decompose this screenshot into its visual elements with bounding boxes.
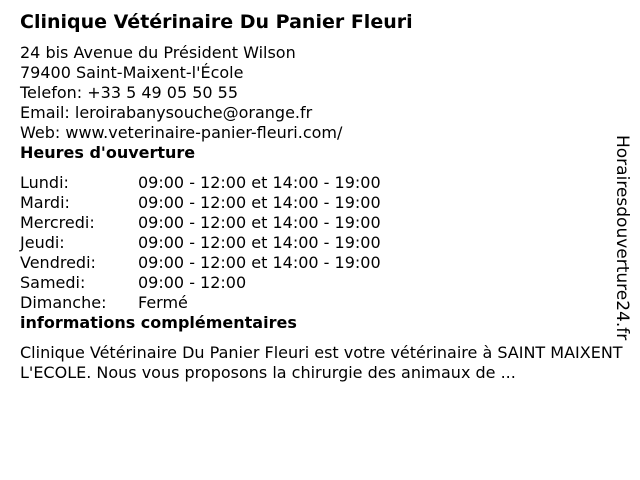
hours-row-dimanche (20, 293, 620, 313)
day-label: Vendredi: (20, 253, 96, 272)
site-watermark: Horairesdouverture24.fr (612, 135, 632, 341)
hours-row-jeudi (20, 233, 620, 253)
info-description: Clinique Vétérinaire Du Panier Fleuri est votre vétérinaire à SAINT MAIXENT L'ECOLE. Nous vous proposons la chirurgie des animaux de ... (20, 343, 623, 382)
hours-row-mercredi (20, 213, 620, 233)
info-heading: informations complémentaires (20, 313, 297, 332)
email-line: Email: leroirabanysouche@orange.fr (20, 103, 313, 122)
business-name: Clinique Vétérinaire Du Panier Fleuri (20, 11, 413, 33)
day-hours: 09:00 - 12:00 et 14:00 - 19:00 (138, 233, 381, 252)
hours-heading: Heures d'ouverture (20, 143, 196, 162)
day-label: Jeudi: (20, 233, 65, 252)
address-line2: 79400 Saint-Maixent-l'École (20, 63, 244, 82)
day-hours: Fermé (138, 293, 188, 312)
hours-row-vendredi (20, 253, 620, 273)
day-label: Lundi: (20, 173, 69, 192)
hours-row-lundi (20, 173, 620, 193)
phone-line: Telefon: +33 5 49 05 50 55 (20, 83, 239, 102)
day-hours: 09:00 - 12:00 et 14:00 - 19:00 (138, 253, 381, 272)
day-label: Samedi: (20, 273, 86, 292)
hours-table (20, 173, 620, 313)
day-label: Mardi: (20, 193, 70, 212)
day-hours: 09:00 - 12:00 et 14:00 - 19:00 (138, 193, 381, 212)
day-hours: 09:00 - 12:00 et 14:00 - 19:00 (138, 213, 381, 232)
contact-block (20, 43, 620, 143)
day-label: Dimanche: (20, 293, 107, 312)
day-hours: 09:00 - 12:00 et 14:00 - 19:00 (138, 173, 381, 192)
web-line: Web: www.veterinaire-panier-fleuri.com/ (20, 123, 343, 142)
hours-row-samedi (20, 273, 620, 293)
address-line1: 24 bis Avenue du Président Wilson (20, 43, 296, 62)
hours-row-mardi (20, 193, 620, 213)
day-label: Mercredi: (20, 213, 95, 232)
day-hours: 09:00 - 12:00 (138, 273, 247, 292)
